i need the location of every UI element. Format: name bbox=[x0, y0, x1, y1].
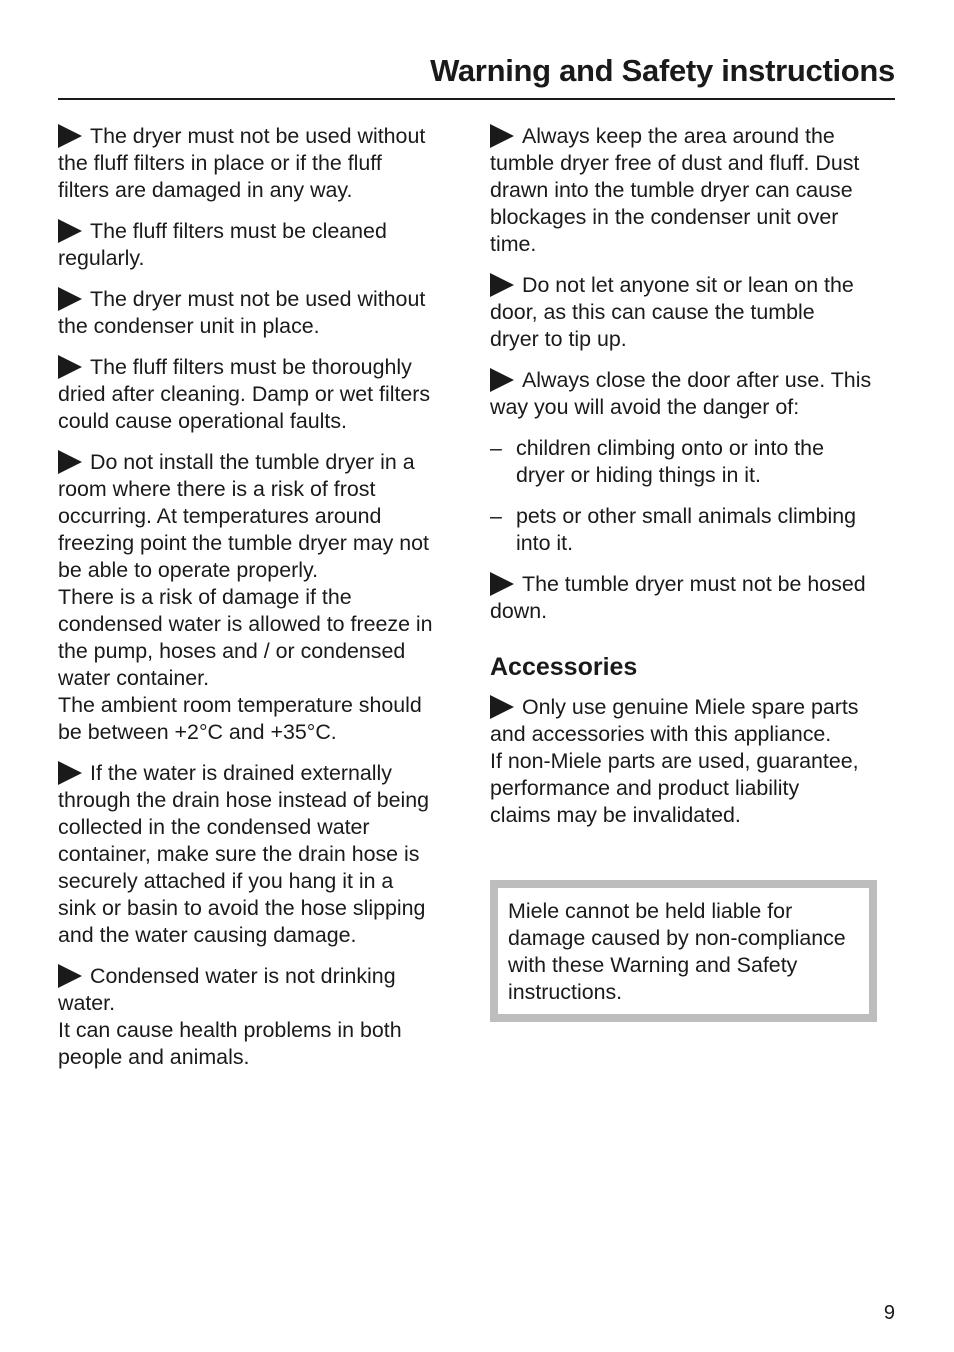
left-column bbox=[58, 123, 463, 1085]
instruction-line: the pump, hoses and / or condensed bbox=[58, 639, 406, 663]
instruction-line: water. bbox=[58, 991, 116, 1015]
instruction-line: The dryer must not be used without bbox=[58, 286, 463, 313]
instruction-line: dryer to tip up. bbox=[490, 327, 627, 351]
safety-instruction-item bbox=[58, 354, 463, 435]
play-triangle-icon bbox=[490, 572, 514, 596]
instruction-line: be between +2°C and +35°C. bbox=[58, 720, 337, 744]
instruction-line: The tumble dryer must not be hosed bbox=[490, 571, 895, 598]
instruction-line: the fluff filters in place or if the fluff bbox=[58, 151, 382, 175]
play-triangle-icon bbox=[58, 761, 82, 785]
play-triangle-icon bbox=[58, 450, 82, 474]
instruction-line: time. bbox=[490, 232, 537, 256]
instruction-line: securely attached if you hang it in a bbox=[58, 869, 394, 893]
instruction-line: container, make sure the drain hose is bbox=[58, 842, 420, 866]
instruction-line: people and animals. bbox=[58, 1045, 250, 1069]
instruction-line: The dryer must not be used without bbox=[58, 123, 463, 150]
instruction-line: be able to operate properly. bbox=[58, 558, 319, 582]
instruction-line: Always keep the area around the bbox=[490, 123, 895, 150]
instruction-line: blockages in the condenser unit over bbox=[490, 205, 839, 229]
safety-instruction-item bbox=[58, 286, 463, 340]
instruction-line: There is a risk of damage if the bbox=[58, 585, 352, 609]
instruction-line: It can cause health problems in both bbox=[58, 1018, 402, 1042]
instruction-line: claims may be invalidated. bbox=[490, 803, 741, 827]
instruction-line: way you will avoid the danger of: bbox=[490, 395, 800, 419]
accessories-instruction bbox=[490, 694, 895, 829]
play-triangle-icon bbox=[490, 273, 514, 297]
right-column bbox=[490, 123, 895, 1022]
safety-instruction-item bbox=[58, 449, 463, 746]
page-number: 9 bbox=[883, 1302, 895, 1324]
note-line: with these Warning and Safety bbox=[508, 953, 798, 977]
instruction-line: dried after cleaning. Damp or wet filters bbox=[58, 382, 431, 406]
play-triangle-icon bbox=[58, 124, 82, 148]
instruction-line: into it. bbox=[516, 531, 574, 555]
instruction-line: through the drain hose instead of being bbox=[58, 788, 430, 812]
instruction-line: If the water is drained externally bbox=[58, 760, 463, 787]
instruction-line: collected in the condensed water bbox=[58, 815, 370, 839]
liability-note-box bbox=[490, 880, 877, 1022]
instruction-line: sink or basin to avoid the hose slipping bbox=[58, 896, 426, 920]
safety-instruction-item bbox=[490, 272, 895, 353]
instruction-line: water container. bbox=[58, 666, 210, 690]
instruction-line: The ambient room temperature should bbox=[58, 693, 422, 717]
instruction-line: tumble dryer free of dust and fluff. Dust bbox=[490, 151, 860, 175]
play-triangle-icon bbox=[58, 355, 82, 379]
safety-instruction-item bbox=[58, 760, 463, 949]
instruction-line: condensed water is allowed to freeze in bbox=[58, 612, 433, 636]
safety-instruction-item bbox=[58, 218, 463, 272]
note-line: damage caused by non-compliance bbox=[508, 926, 846, 950]
instruction-line: Condensed water is not drinking bbox=[58, 963, 463, 990]
instruction-line: down. bbox=[490, 599, 548, 623]
instruction-line: could cause operational faults. bbox=[58, 409, 347, 433]
instruction-line: Do not install the tumble dryer in a bbox=[58, 449, 463, 476]
play-triangle-icon bbox=[490, 124, 514, 148]
instruction-line: drawn into the tumble dryer can cause bbox=[490, 178, 853, 202]
dash-bullet: – bbox=[490, 504, 502, 528]
header-divider bbox=[58, 98, 895, 100]
accessories-heading: Accessories bbox=[490, 653, 638, 681]
instruction-line: Do not let anyone sit or lean on the bbox=[490, 272, 895, 299]
play-triangle-icon bbox=[58, 964, 82, 988]
instruction-line: door, as this can cause the tumble bbox=[490, 300, 815, 324]
instruction-line: occurring. At temperatures around bbox=[58, 504, 382, 528]
instruction-line: the condenser unit in place. bbox=[58, 314, 320, 338]
instruction-line: regularly. bbox=[58, 246, 145, 270]
instruction-line: Only use genuine Miele spare parts bbox=[490, 694, 895, 721]
dash-bullet: – bbox=[490, 436, 502, 460]
instruction-line: The fluff filters must be cleaned bbox=[58, 218, 463, 245]
safety-instruction-item bbox=[490, 123, 895, 258]
note-line: Miele cannot be held liable for bbox=[508, 899, 793, 923]
instruction-line: Always close the door after use. This bbox=[490, 367, 895, 394]
safety-instruction-item bbox=[58, 123, 463, 204]
instruction-line: children climbing onto or into the bbox=[516, 436, 824, 460]
instruction-line: and the water causing damage. bbox=[58, 923, 357, 947]
safety-instruction-item bbox=[490, 367, 895, 421]
instruction-line: freezing point the tumble dryer may not bbox=[58, 531, 429, 555]
page-title: Warning and Safety instructions bbox=[430, 53, 895, 88]
instruction-line: The fluff filters must be thoroughly bbox=[58, 354, 463, 381]
safety-instruction-item bbox=[58, 963, 463, 1071]
danger-list-item bbox=[490, 503, 895, 557]
instruction-line: pets or other small animals climbing bbox=[516, 504, 857, 528]
instruction-line: dryer or hiding things in it. bbox=[516, 463, 761, 487]
play-triangle-icon bbox=[58, 219, 82, 243]
safety-instruction-item bbox=[490, 571, 895, 625]
play-triangle-icon bbox=[490, 695, 514, 719]
danger-list-item bbox=[490, 435, 895, 489]
instruction-line: and accessories with this appliance. bbox=[490, 722, 832, 746]
play-triangle-icon bbox=[58, 287, 82, 311]
play-triangle-icon bbox=[490, 368, 514, 392]
note-line: instructions. bbox=[508, 980, 623, 1004]
instruction-line: If non-Miele parts are used, guarantee, bbox=[490, 749, 859, 773]
instruction-line: filters are damaged in any way. bbox=[58, 178, 353, 202]
instruction-line: performance and product liability bbox=[490, 776, 800, 800]
instruction-line: room where there is a risk of frost bbox=[58, 477, 376, 501]
